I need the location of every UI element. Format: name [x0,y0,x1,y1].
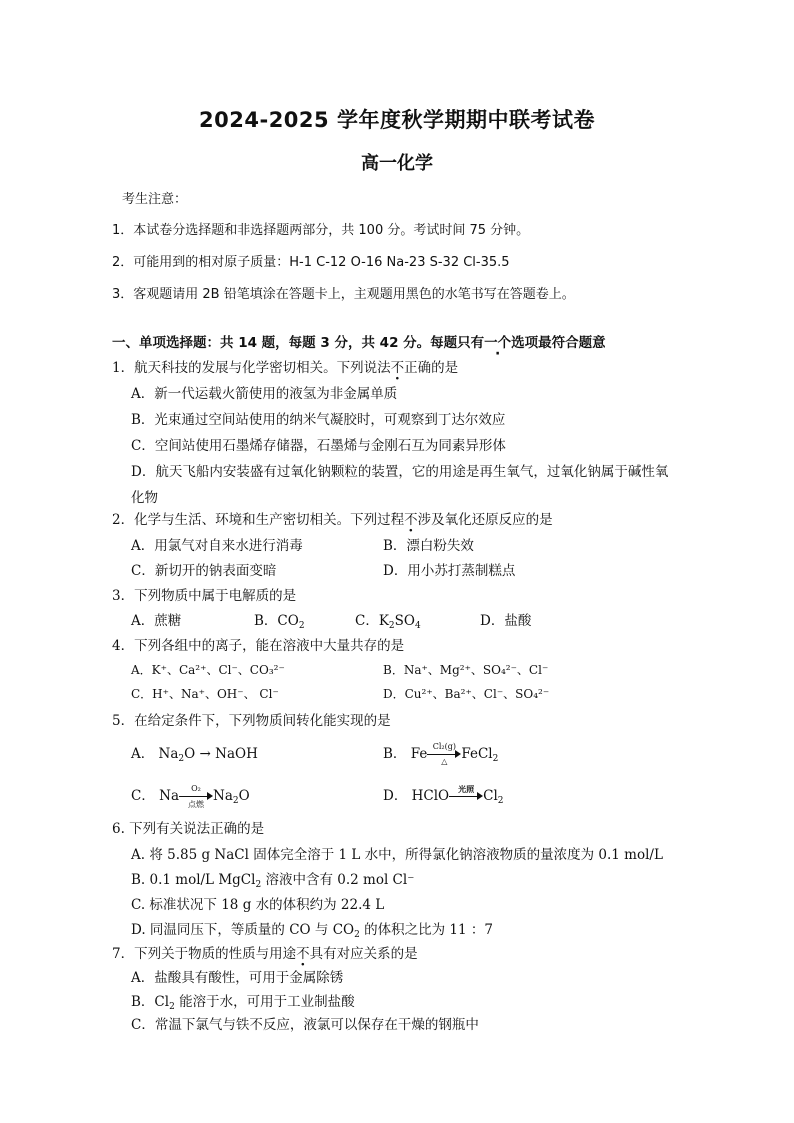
question-3-option-c-sub2: 4 [414,621,421,631]
question-5-option-d [383,784,504,806]
question-1-stem-emphasis: 不 [390,360,405,376]
question-5-option-b-right: FeCl [461,746,493,762]
question-5-option-d-left: HClO [411,788,450,804]
question-6-option-b-b: 溶液中含有 0.2 mol Cl⁻ [261,872,415,888]
question-7-stem-b: 具有对应关系的是 [309,946,418,962]
question-2-option-d: D．用小苏打蒸制糕点 [383,563,516,579]
question-3-stem: 3．下列物质中属于电解质的是 [112,588,297,604]
question-5-option-a-left-sub: 2 [178,754,185,764]
notice-item-2: 2．可能用到的相对原子质量：H-1 C-12 O-16 Na-23 S-32 Cl-35.5 [112,255,510,270]
question-2-option-c: C．新切开的钠表面变暗 [131,563,277,579]
question-3-option-c-text: C．K [355,613,389,629]
question-5-option-c-arrow [179,783,213,809]
notice-item-1: 1．本试卷分选择题和非选择题两部分，共 100 分。考试时间 75 分钟。 [112,223,530,238]
question-3-option-a: A．蔗糖 [131,613,182,629]
question-7-option-b-sub: 2 [169,1002,175,1012]
question-6-option-d-sub: 2 [354,930,360,940]
exam-title: 2024-2025 学年度秋学期期中联考试卷 [199,108,595,132]
question-6-option-b-a: B. 0.1 mol/L MgCl [131,872,256,888]
question-3-option-b [254,609,305,631]
question-5-option-a-left: Na [158,746,179,762]
question-5-option-b-arrow-under: △ [441,756,448,766]
question-4-option-a: A．K⁺、Ca²⁺、Cl⁻、CO₃²⁻ [131,663,285,677]
question-3-option-c-mid: SO [394,613,415,629]
question-1-stem-b: 正确的是 [404,360,459,376]
question-5-option-d-label: D． [383,788,408,804]
question-2-stem [112,508,553,528]
question-6-option-b-sub: 2 [255,880,262,890]
question-6-option-d [131,918,493,940]
question-5-option-b [383,742,498,764]
question-7-option-c: C．常温下氯气与铁不反应，液氯可以保存在干燥的钢瓶中 [131,1017,479,1033]
question-1-option-d: D．航天飞船内安装盛有过氧化钠颗粒的装置，它的用途是再生氧气，过氧化钠属于碱性氧 [131,464,669,480]
question-5-stem: 5．在给定条件下，下列物质间转化能实现的是 [112,713,391,729]
notice-heading: 考生注意： [122,192,188,207]
question-6-option-d-a: D. 同温同压下，等质量的 CO 与 CO [131,922,355,938]
question-5-option-c-label: C． [131,788,155,804]
question-2-stem-a: 2．化学与生活、环境和生产密切相关。下列过程 [112,512,405,528]
question-1-stem [112,356,458,376]
section-1-heading-text-a: 一、单项选择题：共 14 题，每题 3 分，共 42 分。每题只有 [112,335,485,351]
question-7-option-b-b: 能溶于水，可用于工业制盐酸 [174,994,355,1010]
question-6-option-d-b: 的体积之比为 11 ：7 [359,922,493,938]
exam-subject: 高一化学 [361,153,433,174]
question-5-option-a-left-b: O [184,746,196,762]
question-5-option-b-label: B． [383,746,407,762]
question-7-option-a: A．盐酸具有酸性，可用于金属除锈 [131,970,344,986]
question-6-option-c: C. 标准状况下 18 g 水的体积约为 22.4 L [131,897,385,913]
question-5-option-c-right: Na [213,788,233,804]
question-5-option-c-left: Na [159,788,180,804]
section-1-heading [112,331,606,351]
question-1-option-b: B．光束通过空间站使用的纳米气凝胶时，可观察到丁达尔效应 [131,412,506,428]
question-5-option-a-right: NaOH [215,746,258,762]
question-5-option-d-arrow-over: 光照 [458,783,475,794]
question-5-option-c-arrow-under: 点燃 [188,799,205,809]
question-5-option-d-arrow [449,783,483,804]
question-6-option-b [131,868,414,890]
question-2-option-a: A．用氯气对自来水进行消毒 [131,538,303,554]
question-1-option-c: C．空间站使用石墨烯存储器，石墨烯与金刚石互为同素异形体 [131,438,506,454]
question-2-stem-emphasis: 不 [404,512,418,528]
question-5-option-b-right-sub: 2 [492,754,499,764]
question-7-option-b [131,990,355,1012]
question-3-option-d: D．盐酸 [480,613,532,629]
question-5-option-a-arrow: → [199,746,211,762]
notice-item-3: 3．客观题请用 2B 铅笔填涂在答题卡上，主观题用黑色的水笔书写在答题卷上。 [112,287,575,302]
section-1-heading-text-b: 选项最符合题意 [511,335,606,351]
question-4-option-c: C．H⁺、Na⁺、OH⁻、 Cl⁻ [131,687,279,701]
question-1-option-d-cont: 化物 [131,490,158,506]
question-1-option-a: A．新一代运载火箭使用的液氢为非金属单质 [131,386,398,402]
question-2-option-b: B．漂白粉失效 [383,538,474,554]
question-4-option-d: D．Cu²⁺、Ba²⁺、Cl⁻、SO₄²⁻ [383,687,550,701]
question-4-option-b: B．Na⁺、Mg²⁺、SO₄²⁻、Cl⁻ [383,663,549,677]
question-5-option-b-arrow-over: Cl₂(g) [432,741,456,751]
question-7-stem [112,942,418,962]
question-7-stem-emphasis: 不 [296,946,310,962]
question-6-stem: 6. 下列有关说法正确的是 [112,821,265,837]
question-3-option-b-text: B．CO [254,613,299,629]
question-4-stem: 4．下列各组中的离子，能在溶液中大量共存的是 [112,638,405,654]
question-1-stem-a: 1．航天科技的发展与化学密切相关。下列说法 [112,360,391,376]
question-5-option-c-right-b: O [238,788,250,804]
question-5-option-b-arrow [427,741,461,766]
question-2-stem-b: 涉及氧化还原反应的是 [417,512,553,528]
question-5-option-b-left: Fe [410,746,428,762]
question-6-option-a: A. 将 5.85 g NaCl 固体完全溶于 1 L 水中，所得氯化钠溶液物质的量浓度为 0.1 mol/L [131,847,663,863]
question-5-option-d-right-sub: 2 [497,796,504,806]
question-3-option-b-sub: 2 [298,621,305,631]
question-5-option-c-right-sub: 2 [232,796,239,806]
question-5-option-c [131,783,250,809]
question-5-option-a-label: A． [131,746,155,762]
question-5-option-c-arrow-over: O₂ [191,783,201,793]
question-7-option-b-a: B．Cl [131,994,170,1010]
section-1-heading-emphasis: 一个 [484,335,512,351]
question-7-stem-a: 7．下列关于物质的性质与用途 [112,946,297,962]
question-3-option-c [355,609,421,631]
question-5-option-d-right: Cl [483,788,498,804]
question-5-option-a [131,742,258,764]
question-3-option-c-sub1: 2 [388,621,395,631]
